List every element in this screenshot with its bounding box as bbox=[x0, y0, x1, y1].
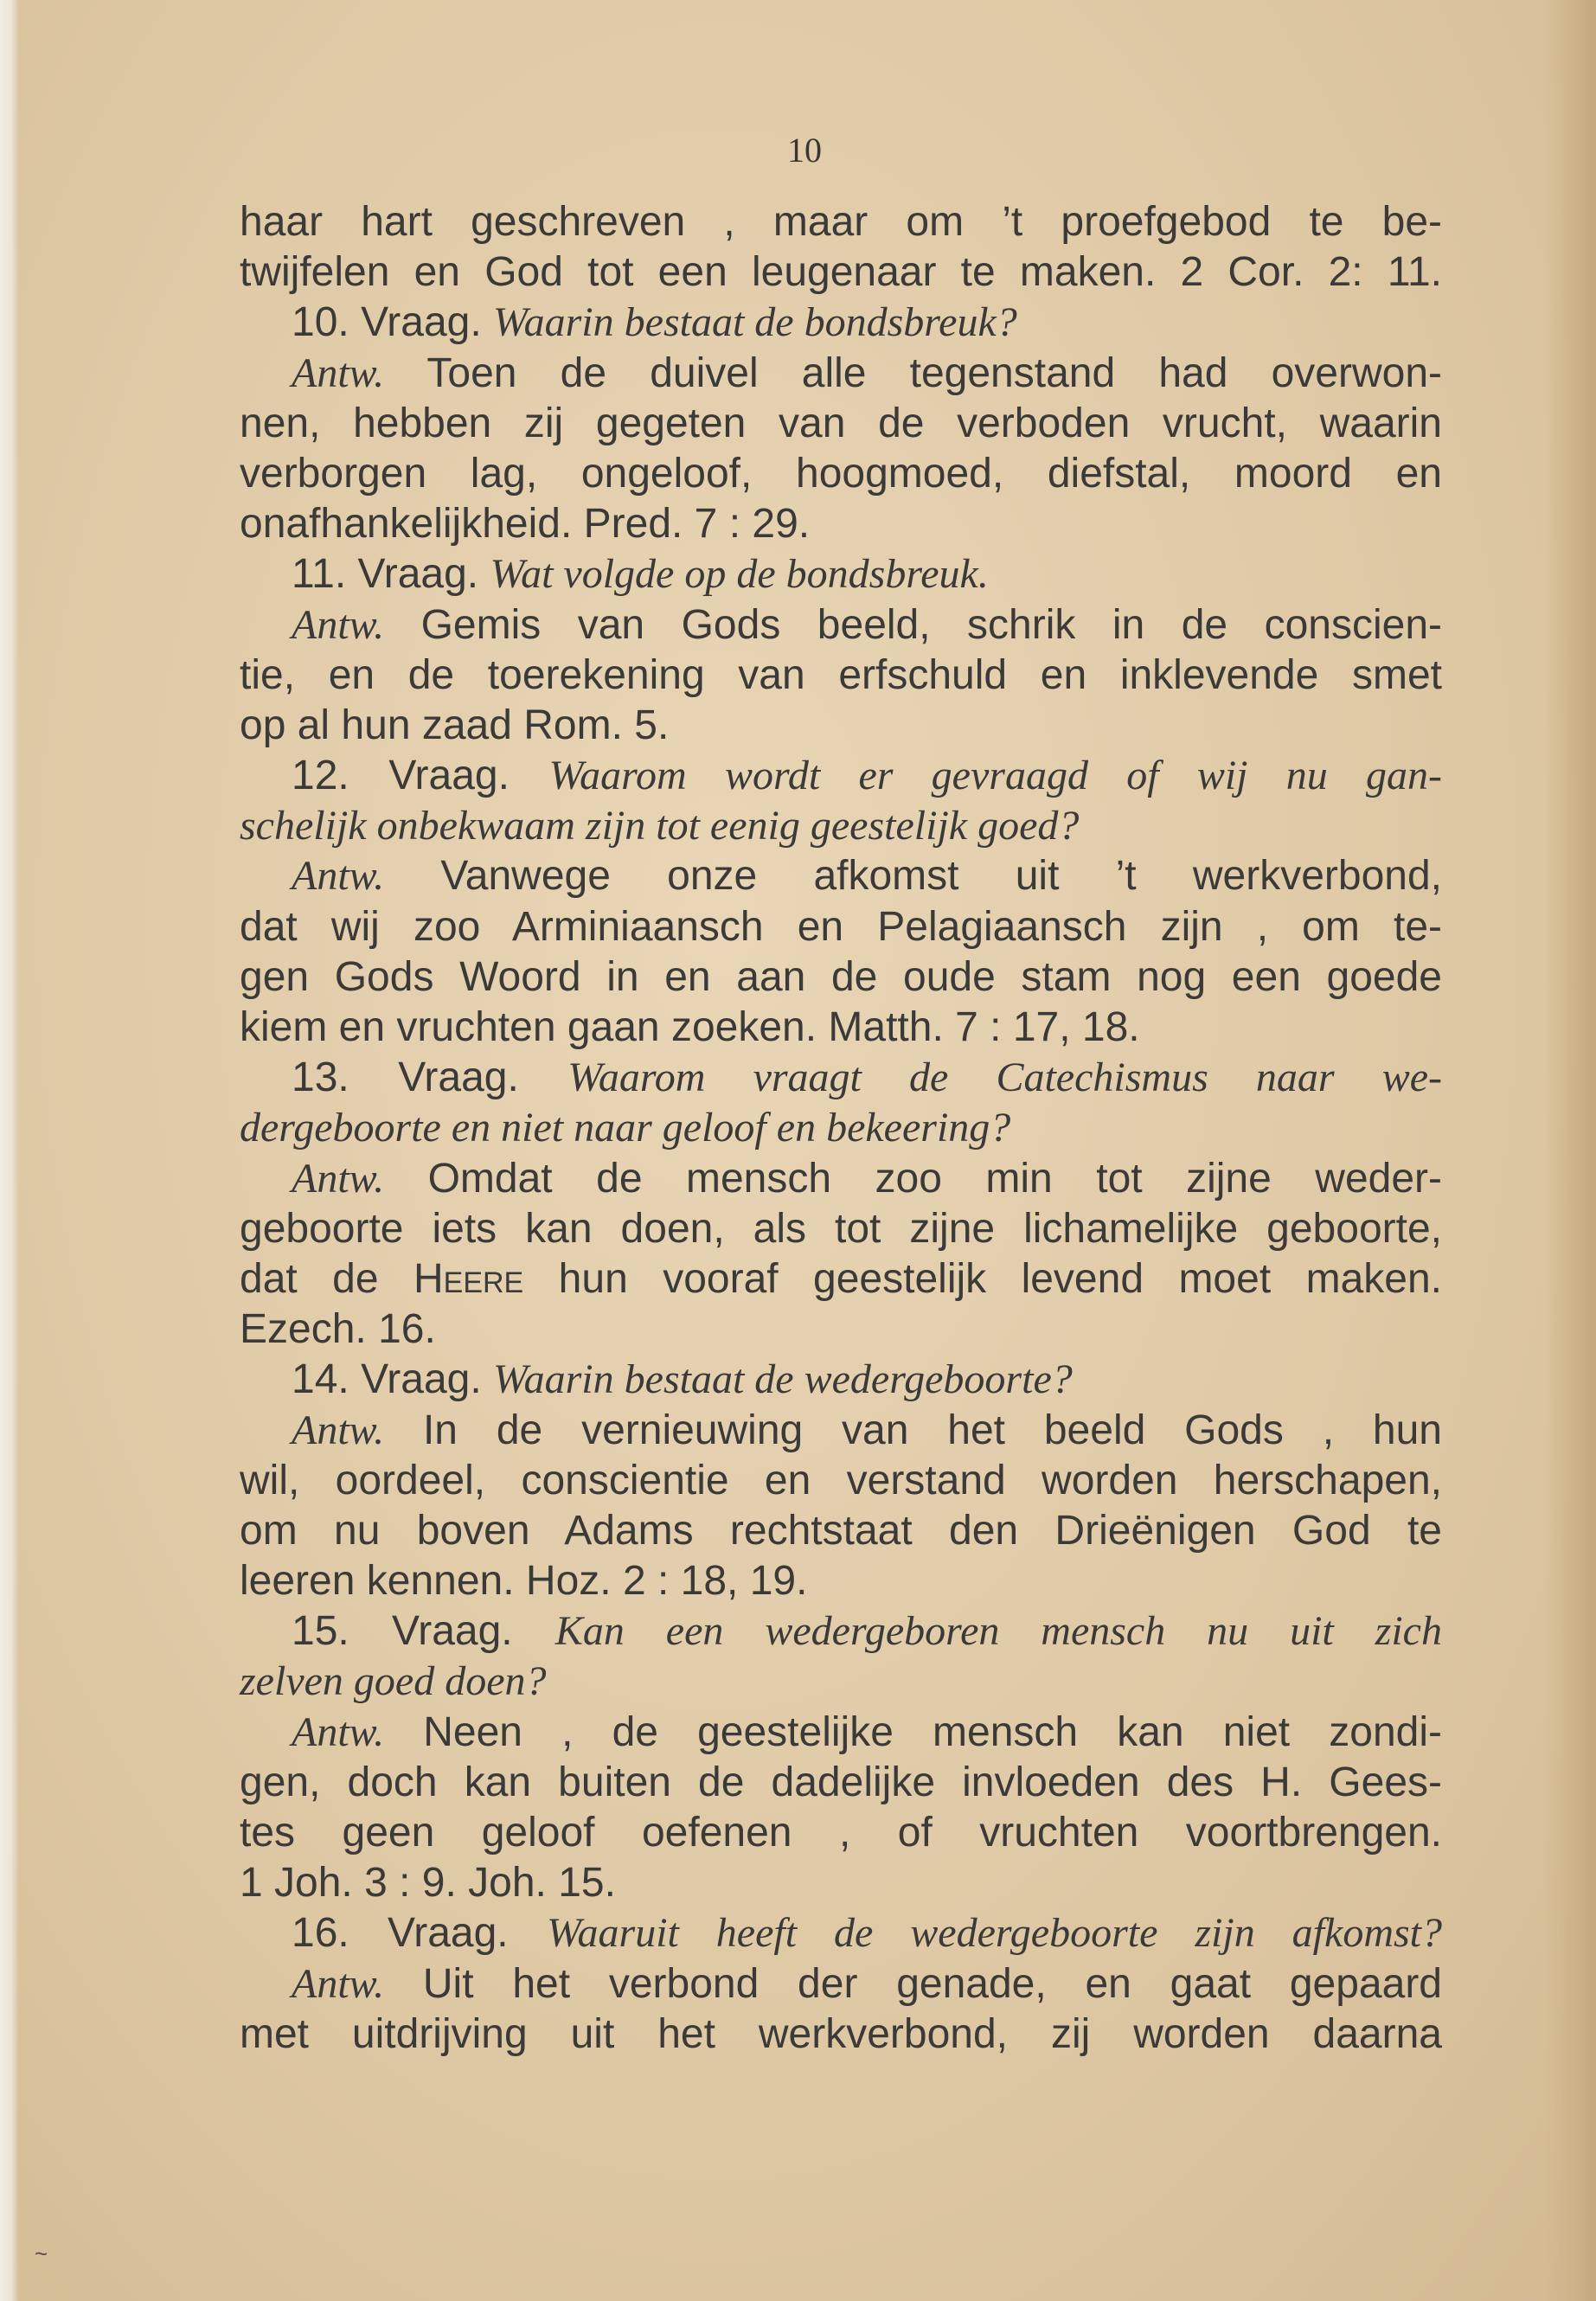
text-line bbox=[240, 651, 1442, 701]
text-run: haar hart geschreven , maar om ’t proefgebod te be- bbox=[240, 199, 1442, 245]
text-line bbox=[240, 1154, 1442, 1204]
text-line bbox=[240, 801, 1442, 851]
text-line bbox=[240, 549, 1442, 599]
text-line bbox=[240, 2009, 1442, 2060]
text-run: 13. Vraag. bbox=[292, 1054, 568, 1101]
page-right-edge bbox=[1544, 0, 1596, 2301]
text-line bbox=[240, 1959, 1442, 2009]
question-text: schelijk onbekwaam zijn tot eenig geestelijk goed? bbox=[240, 803, 1080, 849]
text-line bbox=[240, 1003, 1442, 1053]
text-line bbox=[240, 1204, 1442, 1254]
text-run: 16. Vraag. bbox=[292, 1910, 547, 1957]
text-run: om nu boven Adams rechtstaat den Drieënigen God te bbox=[240, 1507, 1442, 1554]
page-number: 10 bbox=[787, 131, 822, 170]
text-line bbox=[240, 851, 1442, 901]
answer-label: Antw. bbox=[292, 1407, 385, 1453]
text-run: 1 Joh. 3 : 9. Joh. 15. bbox=[240, 1860, 616, 1907]
question-text: Kan een wedergeboren mensch nu uit zich bbox=[554, 1608, 1442, 1655]
text-run: wil, oordeel, conscientie en verstand worden herschapen, bbox=[240, 1457, 1442, 1503]
text-run: 12. Vraag. bbox=[292, 753, 549, 799]
text-run: Ezech. 16. bbox=[240, 1306, 436, 1353]
text-line bbox=[240, 1103, 1442, 1153]
text-run: twijfelen en God tot een leugenaar te maken. 2 Cor. 2: 11. bbox=[240, 249, 1442, 296]
text-run: onafhankelijkheid. Pred. 7 : 29. bbox=[240, 501, 811, 548]
text-line bbox=[240, 600, 1442, 651]
question-text: zelven goed doen? bbox=[240, 1658, 547, 1705]
answer-label: Antw. bbox=[292, 1708, 385, 1755]
answer-label: Antw. bbox=[292, 349, 385, 396]
question-text: Waarom wordt er gevraagd of wij nu gan- bbox=[548, 753, 1442, 799]
text-line bbox=[240, 902, 1442, 952]
text-run: hun vooraf geestelijk levend moet maken. bbox=[523, 1255, 1442, 1302]
text-line bbox=[240, 1908, 1442, 1958]
question-text: Waaruit heeft de wedergeboorte zijn afkomst? bbox=[546, 1910, 1442, 1957]
text-run: tes geen geloof oefenen , of vruchten voortbrengen. bbox=[240, 1810, 1442, 1856]
text-line bbox=[240, 1858, 1442, 1908]
question-text: Wat volgde op de bondsbreuk. bbox=[490, 551, 989, 598]
question-text: Waarin bestaat de bondsbreuk? bbox=[493, 299, 1017, 346]
text-line bbox=[240, 499, 1442, 549]
text-line bbox=[240, 952, 1442, 1003]
text-run: gen, doch kan buiten de dadelijke invloeden des H. Gees- bbox=[240, 1759, 1442, 1805]
text-run: 15. Vraag. bbox=[292, 1608, 555, 1655]
text-line bbox=[240, 399, 1442, 449]
text-line bbox=[240, 1708, 1442, 1758]
small-caps-word: Heere bbox=[413, 1255, 524, 1302]
text-run: tie, en de toerekening van erfschuld en inklevende smet bbox=[240, 651, 1442, 698]
text-run: Uit het verbond der genade, en gaat gepaard bbox=[384, 1960, 1442, 2007]
answer-label: Antw. bbox=[292, 1960, 385, 2007]
text-run: Omdat de mensch zoo min tot zijne weder- bbox=[384, 1155, 1442, 1202]
text-run: Toen de duivel alle tegenstand had overwon- bbox=[384, 349, 1442, 396]
text-run: geboorte iets kan doen, als tot zijne lichamelijke geboorte, bbox=[240, 1205, 1442, 1252]
text-line bbox=[240, 1304, 1442, 1355]
text-run: Vanwege onze afkomst uit ’t werkverbond, bbox=[384, 853, 1442, 900]
text-line bbox=[240, 449, 1442, 499]
text-line bbox=[240, 701, 1442, 751]
text-run: Neen , de geestelijke mensch kan niet zondi- bbox=[384, 1708, 1442, 1755]
page-left-edge bbox=[0, 0, 19, 2301]
text-line bbox=[240, 1053, 1442, 1103]
text-line bbox=[240, 1456, 1442, 1506]
text-run: 11. Vraag. bbox=[292, 551, 490, 598]
corner-mark: ~ bbox=[35, 2240, 48, 2266]
body-text bbox=[240, 197, 1442, 2060]
text-run: 14. Vraag. bbox=[292, 1356, 494, 1403]
text-line bbox=[240, 751, 1442, 801]
text-run: verborgen lag, ongeloof, hoogmoed, diefstal, moord en bbox=[240, 450, 1442, 497]
text-line bbox=[240, 247, 1442, 298]
text-run: gen Gods Woord in en aan de oude stam nog een goede bbox=[240, 953, 1442, 1000]
text-run: In de vernieuwing van het beeld Gods , hun bbox=[384, 1407, 1442, 1453]
text-line bbox=[240, 197, 1442, 247]
text-line bbox=[240, 1758, 1442, 1808]
text-run: met uitdrijving uit het werkverbond, zij worden daarna bbox=[240, 2010, 1442, 2057]
text-line bbox=[240, 1606, 1442, 1657]
text-line bbox=[240, 1657, 1442, 1707]
text-run: dat wij zoo Arminiaansch en Pelagiaansch zijn , om te- bbox=[240, 903, 1442, 950]
text-line bbox=[240, 349, 1442, 399]
text-line bbox=[240, 1254, 1442, 1304]
text-run: dat de bbox=[240, 1255, 413, 1302]
text-line bbox=[240, 298, 1442, 348]
text-line bbox=[240, 1808, 1442, 1858]
answer-label: Antw. bbox=[292, 601, 385, 648]
text-line bbox=[240, 1355, 1442, 1405]
text-run: Gemis van Gods beeld, schrik in de conscien- bbox=[384, 601, 1442, 648]
text-run: nen, hebben zij gegeten van de verboden vrucht, waarin bbox=[240, 400, 1442, 446]
question-text: dergeboorte en niet naar geloof en bekeering? bbox=[240, 1105, 1011, 1151]
text-run: op al hun zaad Rom. 5. bbox=[240, 702, 670, 748]
text-line bbox=[240, 1406, 1442, 1456]
answer-label: Antw. bbox=[292, 853, 385, 900]
answer-label: Antw. bbox=[292, 1155, 385, 1202]
text-run: kiem en vruchten gaan zoeken. Matth. 7 : 17, 18. bbox=[240, 1004, 1140, 1050]
text-line bbox=[240, 1556, 1442, 1606]
text-line bbox=[240, 1506, 1442, 1556]
question-text: Waarom vraagt de Catechismus naar we- bbox=[567, 1054, 1442, 1101]
text-run: leeren kennen. Hoz. 2 : 18, 19. bbox=[240, 1558, 808, 1605]
text-run: 10. Vraag. bbox=[292, 299, 494, 346]
question-text: Waarin bestaat de wedergeboorte? bbox=[493, 1356, 1073, 1403]
